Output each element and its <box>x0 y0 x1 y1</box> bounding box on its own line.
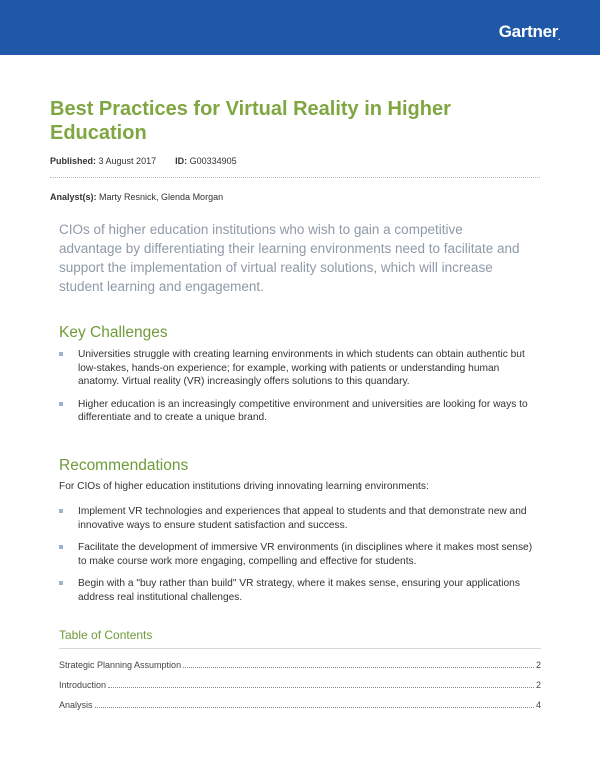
published-label: Published: <box>50 156 97 166</box>
bullet-square-icon <box>59 352 63 356</box>
toc-entry[interactable] <box>59 675 541 695</box>
toc-leader-dots <box>183 657 534 668</box>
recommendations-intro: For CIOs of higher education institutions driving innovating learning environments: <box>59 481 429 492</box>
document-title: Best Practices for Virtual Reality in Higher Education <box>50 98 451 144</box>
list-item <box>59 348 541 389</box>
analysts-names: Marty Resnick, Glenda Morgan <box>99 192 224 202</box>
table-of-contents <box>59 655 541 715</box>
logo-dot: . <box>558 33 560 42</box>
analysts-label: Analyst(s): <box>50 192 97 202</box>
toc-entry[interactable] <box>59 695 541 715</box>
recommendations-list <box>59 505 541 604</box>
published-date: 3 August 2017 <box>98 156 157 166</box>
gartner-logo <box>499 22 560 42</box>
logo-text: Gartner <box>498 22 559 41</box>
list-item-text: Universities struggle with creating learning environments in which students can obtain authentic but low-stakes, hands-on experience; for example, working with patients or understanding human anatomy. Virtual reality (VR) increasingly offers solutions to this quandary. <box>78 349 525 387</box>
toc-leader-dots <box>95 697 534 708</box>
toc-entry-page: 4 <box>535 700 541 710</box>
document-id: G00334905 <box>189 156 237 166</box>
id-label: ID: <box>175 156 188 166</box>
bullet-square-icon <box>59 545 63 549</box>
publication-meta <box>50 156 237 166</box>
toc-entry-label[interactable]: Introduction <box>59 680 107 690</box>
list-item-text: Facilitate the development of immersive VR environments (in disciplines where it makes most sense) to make course work more engaging, compelling and effective for students. <box>78 542 533 567</box>
toc-entry[interactable] <box>59 655 541 675</box>
toc-entry-page: 2 <box>535 660 541 670</box>
toc-entry-page: 2 <box>535 680 541 690</box>
analysts-line <box>50 192 223 202</box>
toc-entry-label[interactable]: Analysis <box>59 700 93 710</box>
key-challenges-heading: Key Challenges <box>59 324 168 341</box>
toc-leader-dots <box>108 677 534 688</box>
toc-entry-label[interactable]: Strategic Planning Assumption <box>59 660 182 670</box>
summary-paragraph: CIOs of higher education institutions who wish to gain a competitive advantage by differentiating their learning environments need to facilitate and support the implementation of virtual reality solutions, which will increase student learning and engagement. <box>59 222 520 294</box>
list-item <box>59 398 541 425</box>
toc-divider <box>59 648 541 649</box>
list-item-text: Higher education is an increasingly competitive environment and universities are looking for ways to differentiate and to create a unique brand. <box>78 398 528 423</box>
bullet-square-icon <box>59 509 63 513</box>
list-item <box>59 541 541 568</box>
key-challenges-list <box>59 348 541 425</box>
bullet-square-icon <box>59 402 63 406</box>
recommendations-heading: Recommendations <box>59 457 189 474</box>
list-item-text: Begin with a "buy rather than build" VR strategy, where it makes sense, ensuring your applications address real institutional challenges. <box>78 578 520 603</box>
toc-heading: Table of Contents <box>59 628 153 642</box>
divider <box>50 177 540 178</box>
list-item-text: Implement VR technologies and experiences that appeal to students and that demonstrate new and innovative ways to ensure student satisfaction and success. <box>78 506 527 531</box>
header-banner <box>0 0 600 55</box>
bullet-square-icon <box>59 581 63 585</box>
list-item <box>59 505 541 532</box>
list-item <box>59 577 541 604</box>
